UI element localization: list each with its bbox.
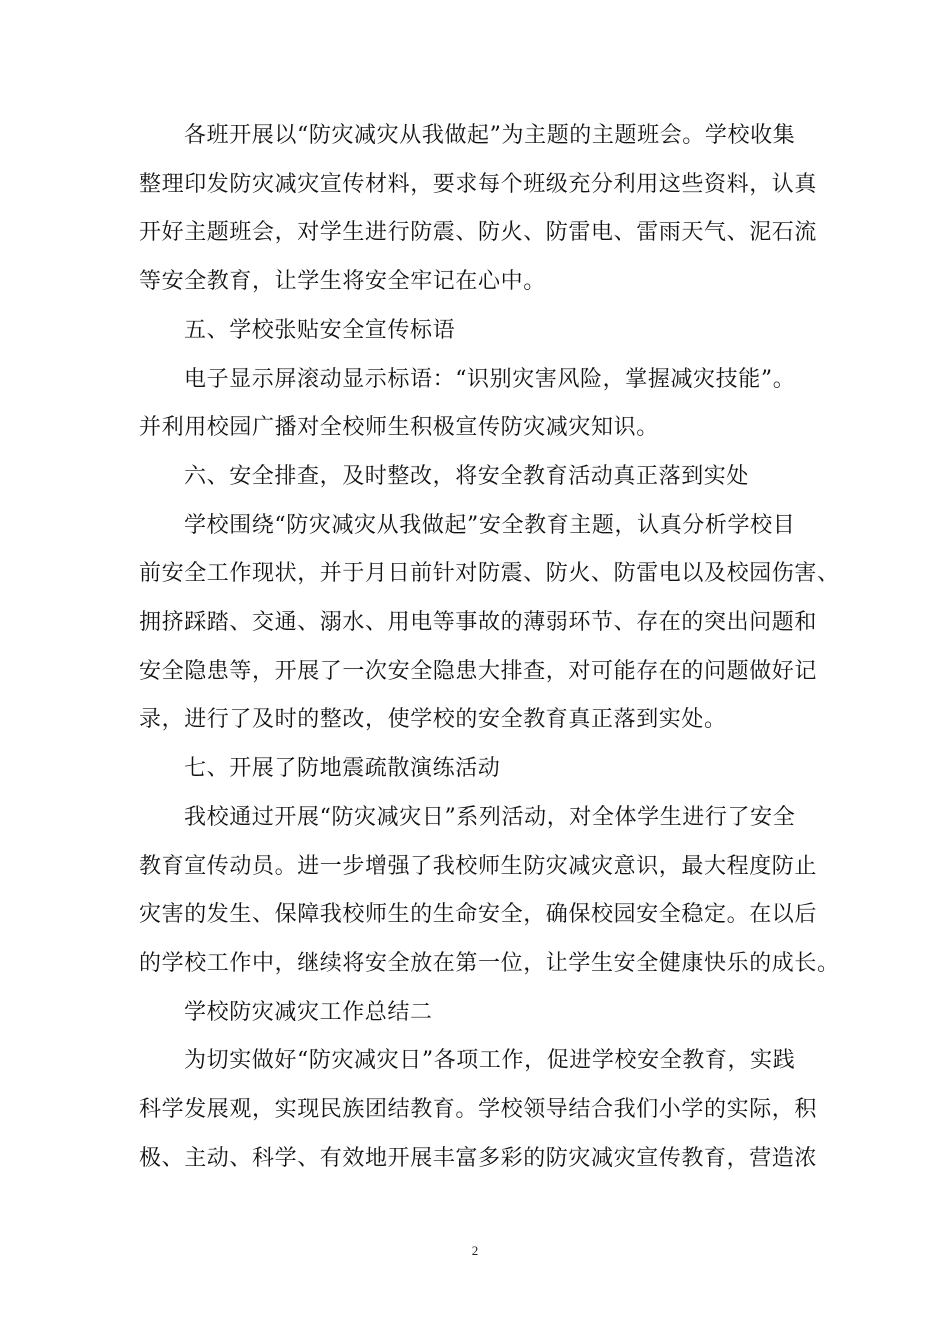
text-line: 安全隐患等，开展了一次安全隐患大排查，对可能存在的问题做好记 [139, 658, 818, 684]
text-line: 电子显示屏滚动显示标语：“识别灾害风险，掌握减灾技能”。 [184, 366, 796, 392]
page-number: 2 [471, 1243, 479, 1258]
paragraph-disaster-day-work [139, 1037, 819, 1183]
text-line: 我校通过开展“防灾减灾日”系列活动，对全体学生进行了安全 [184, 804, 796, 830]
text-line: 整理印发防灾减灾宣传材料，要求每个班级充分利用这些资料，认真 [139, 171, 818, 197]
section-heading-summary-two [139, 989, 819, 1038]
paragraph-safety-inspection [139, 502, 840, 746]
text-line: 灾害的发生、保障我校师生的生命安全，确保校园安全稳定。在以后 [139, 902, 818, 928]
heading-text: 六、安全排查，及时整改，将安全教育活动真正落到实处 [184, 463, 750, 489]
text-line: 各班开展以“防灾减灾从我做起”为主题的主题班会。学校收集 [184, 123, 796, 148]
text-line: 拥挤踩踏、交通、溺水、用电等事故的薄弱环节、存在的突出问题和 [139, 610, 818, 636]
section-heading-seven [139, 745, 819, 794]
section-heading-six [139, 453, 819, 502]
text-line: 的学校工作中，继续将安全放在第一位，让学生安全健康快乐的成长。 [139, 950, 840, 976]
paragraph-drill-summary [139, 794, 840, 989]
section-heading-five [139, 307, 819, 356]
text-line: 前安全工作现状，并于月日前针对防震、防火、防雷电以及校园伤害、 [139, 561, 840, 587]
document-body [139, 112, 840, 1183]
text-line: 极、主动、科学、有效地开展丰富多彩的防灾减灾宣传教育，营造浓 [139, 1145, 818, 1171]
heading-text: 七、开展了防地震疏散演练活动 [184, 756, 501, 782]
paragraph-class-meeting [139, 112, 819, 307]
heading-text: 五、学校张贴安全宣传标语 [184, 317, 456, 343]
text-line: 学校围绕“防灾减灾从我做起”安全教育主题，认真分析学校目 [184, 512, 796, 538]
text-line: 开好主题班会，对学生进行防震、防火、防雷电、雷雨天气、泥石流 [139, 220, 818, 246]
text-line: 并利用校园广播对全校师生积极宣传防灾减灾知识。 [139, 415, 659, 441]
paragraph-slogans [139, 356, 819, 453]
text-line: 录，进行了及时的整改，使学校的安全教育真正落到实处。 [139, 707, 727, 733]
text-line: 科学发展观，实现民族团结教育。学校领导结合我们小学的实际，积 [139, 1097, 818, 1123]
heading-text: 学校防灾减灾工作总结二 [184, 999, 433, 1025]
text-line: 等安全教育，让学生将安全牢记在心中。 [139, 269, 546, 295]
text-line: 为切实做好“防灾减灾日”各项工作，促进学校安全教育，实践 [184, 1048, 796, 1074]
text-line: 教育宣传动员。进一步增强了我校师生防灾减灾意识，最大程度防止 [139, 853, 818, 879]
